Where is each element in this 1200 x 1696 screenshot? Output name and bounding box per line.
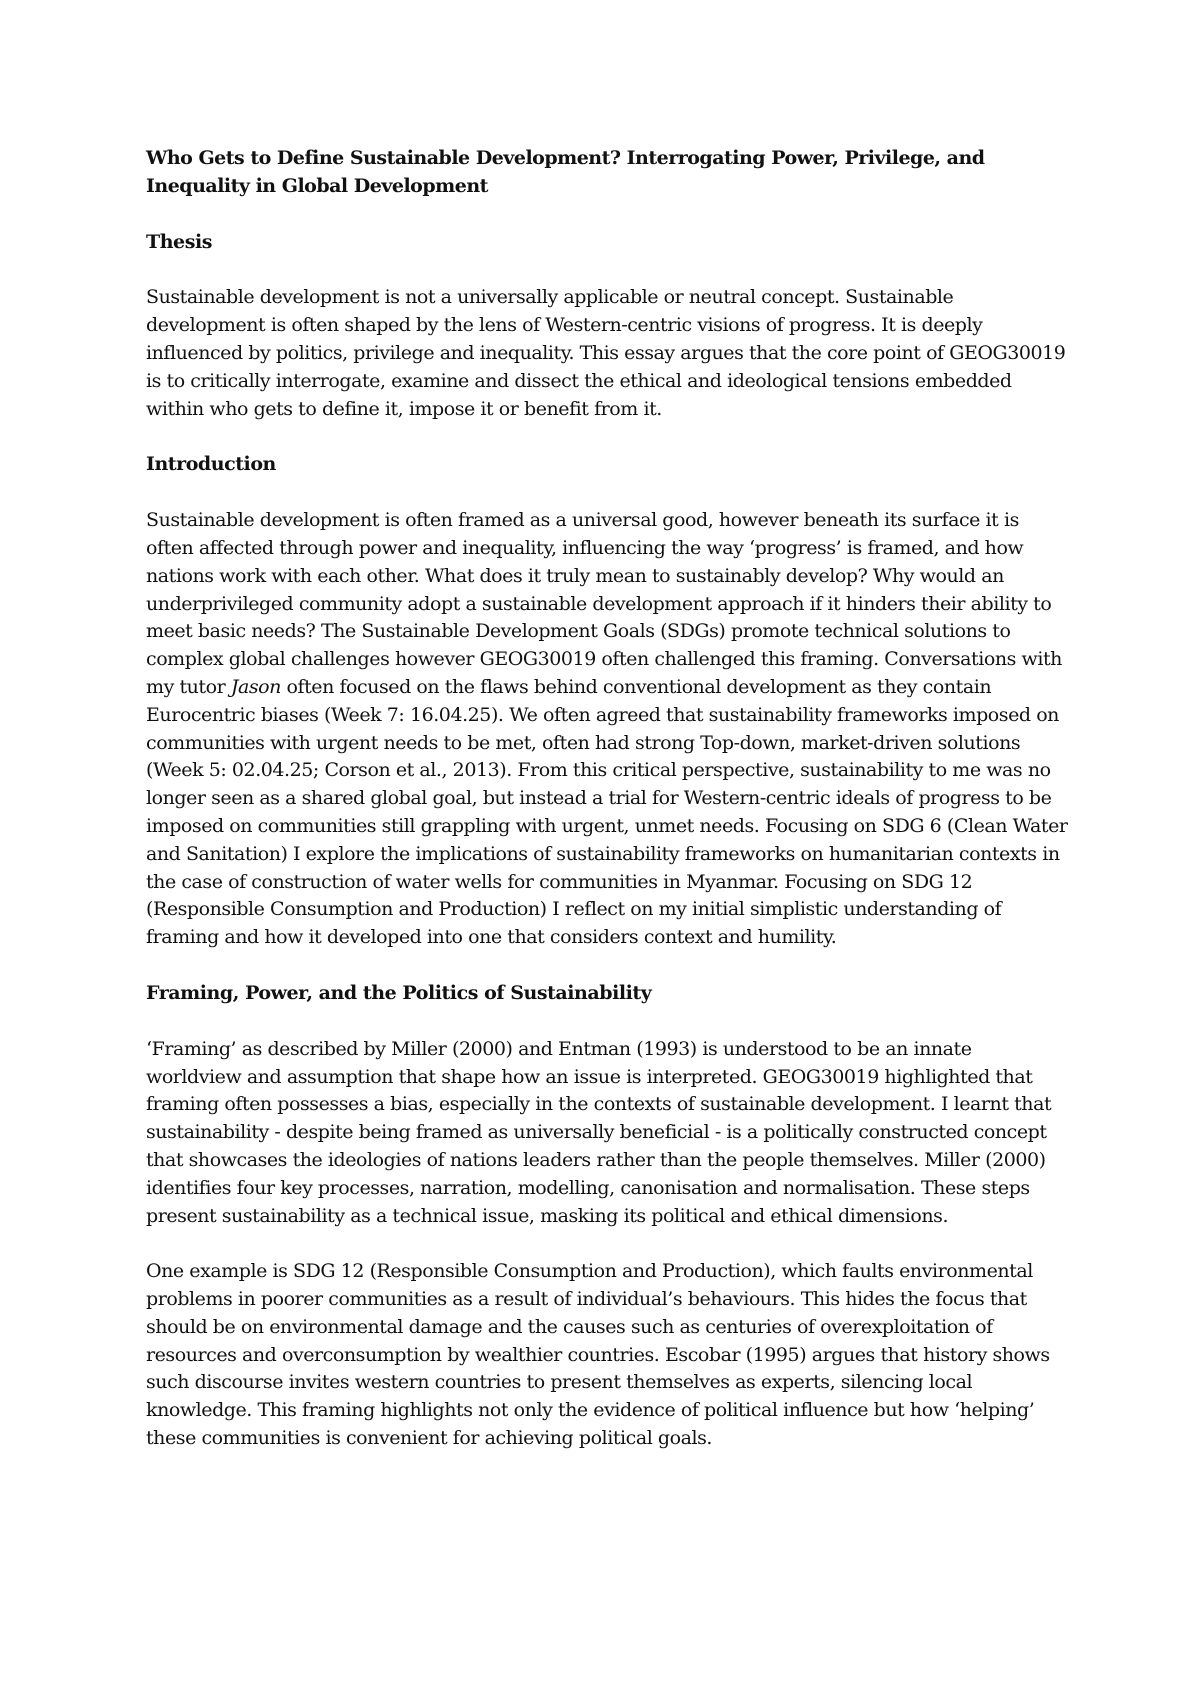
thesis-heading: Thesis [146,230,212,253]
framing-paragraph-2: One example is SDG 12 (Responsible Consumption and Production), which faults environmental problems in poorer communities as a result of individual’s behaviours. This hides the focus that should be on environmental damage and the causes such as centuries of overexploitation of resources and overconsumption by wealthier countries. Escobar (1995) argues that history shows such discourse invites western countries to present themselves as experts, silencing local knowledge. This framing highlights not only the evidence of political influence but how ‘helping’ these communities is convenient for achieving political goals. [146,1260,1050,1450]
framing-heading: Framing, Power, and the Politics of Sustainability [146,981,652,1004]
tutor-name: Jason [230,675,281,698]
thesis-paragraph: Sustainable development is not a universally applicable or neutral concept. Sustainable development is often shaped by the lens of Western-centric visions of progress. It is deeply influenced by politics, privilege and inequality. This essay argues that the core point of GEOG30019 is to critically interrogate, examine and dissect the ethical and ideological tensions embedded within who gets to define it, impose it or benefit from it. [146,286,1066,420]
document-title: Who Gets to Define Sustainable Development? Interrogating Power, Privilege, and Inequality in Global Development [146,147,985,197]
introduction-heading: Introduction [146,453,276,476]
document-page [146,145,1068,1481]
introduction-paragraph [146,507,1068,952]
introduction-text-start: Sustainable development is often framed as a universal good, however beneath its surface it is often affected through power and inequality, influencing the way ‘progress’ is framed, and how nations work with each other. What does it truly mean to sustainably develop? Why would an underprivileged community adopt a sustainable development approach if it hinders their ability to meet basic needs? The Sustainable Development Goals (SDGs) promote technical solutions to complex global challenges however GEOG30019 often challenged this framing. Conversations with my tutor [146,509,1062,698]
framing-paragraph-1: ‘Framing’ as described by Miller (2000) and Entman (1993) is understood to be an innate worldview and assumption that shape how an issue is interpreted. GEOG30019 highlighted that framing often possesses a bias, especially in the contexts of sustainable development. I learnt that sustainability - despite being framed as universally beneficial - is a politically constructed concept that showcases the ideologies of nations leaders rather than the people themselves. Miller (2000) identifies four key processes, narration, modelling, canonisation and normalisation. These steps present sustainability as a technical issue, masking its political and ethical dimensions. [146,1037,1052,1227]
introduction-text-end: often focused on the flaws behind conventional development as they contain Eurocentric biases (Week 7: 16.04.25). We often agreed that sustainability frameworks imposed on communities with urgent needs to be met, often had strong Top-down, market-driven solutions (Week 5: 02.04.25; Corson et al., 2013). From this critical perspective, sustainability to me was no longer seen as a shared global goal, but instead a trial for Western-centric ideals of progress to be imposed on communities still grappling with urgent, unmet needs. Focusing on SDG 6 (Clean Water and Sanitation) I explore the implications of sustainability frameworks on humanitarian contexts in the case of construction of water wells for communities in Myanmar. Focusing on SDG 12 (Responsible Consumption and Production) I reflect on my initial simplistic understanding of framing and how it developed into one that considers context and humility. [146,675,1068,949]
